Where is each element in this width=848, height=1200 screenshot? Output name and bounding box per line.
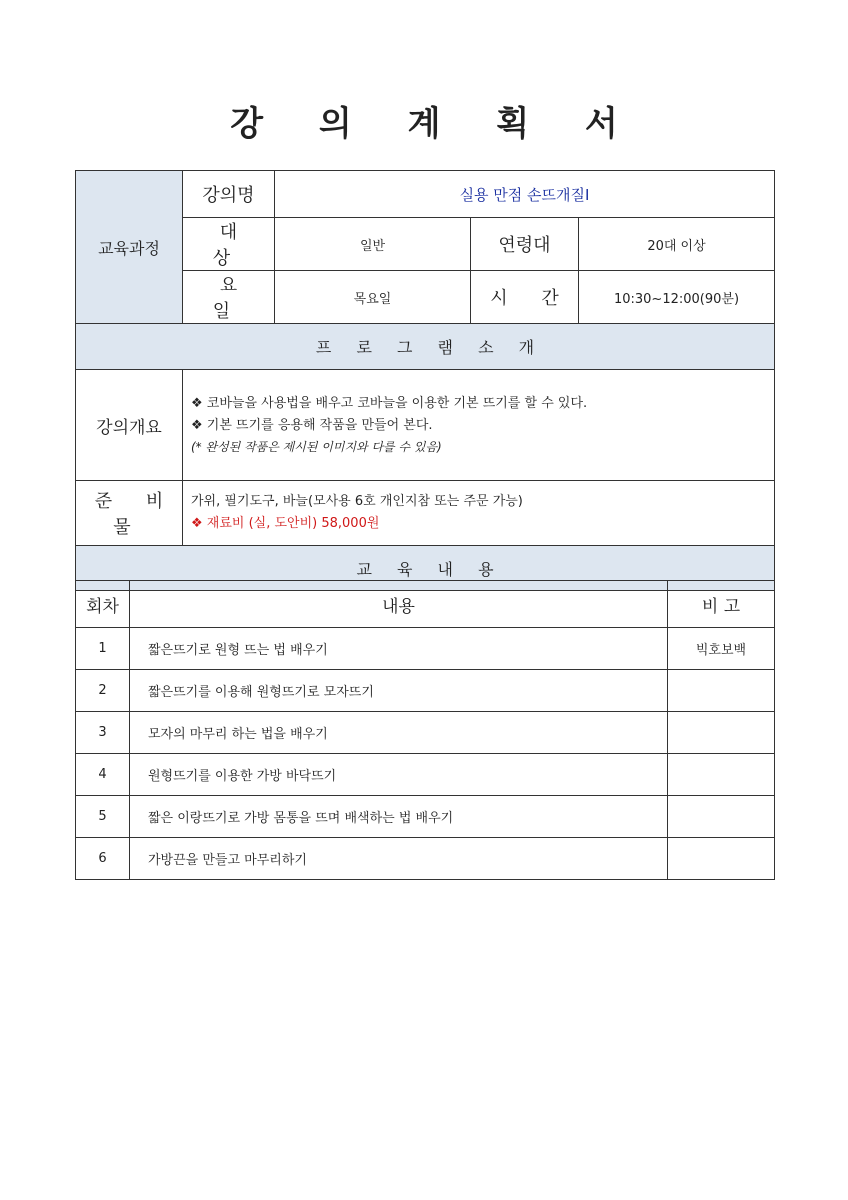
session-content: 짧은뜨기를 이용해 원형뜨기로 모자뜨기 [130, 670, 668, 712]
remark-column-header: 비 고 [668, 581, 775, 628]
session-content: 모자의 마무리 하는 법을 배우기 [130, 712, 668, 754]
session-number: 6 [76, 838, 130, 880]
table-row [76, 838, 775, 880]
age-value: 20대 이상 [579, 218, 775, 271]
day-value: 목요일 [275, 271, 471, 324]
table-row [76, 712, 775, 754]
session-content: 가방끈을 만들고 마무리하기 [130, 838, 668, 880]
course-name-label: 강의명 [183, 171, 275, 218]
session-remark: 빅호보백 [668, 628, 775, 670]
target-value: 일반 [275, 218, 471, 271]
overview-note: (* 완성된 작품은 제시된 이미지와 다를 수 있음) [191, 440, 442, 454]
target-label: 대 상 [183, 218, 275, 271]
curriculum-section-header: 교 육 내 용 [76, 546, 775, 591]
supplies-fee: ❖ 재료비 (실, 도안비) 58,000원 [191, 516, 380, 531]
session-column-header: 회차 [76, 581, 130, 628]
supplies-content [183, 481, 775, 546]
table-row [76, 670, 775, 712]
table-row [76, 754, 775, 796]
curriculum-table [75, 580, 775, 880]
category-label: 교육과정 [76, 171, 183, 324]
session-content: 짧은뜨기로 원형 뜨는 법 배우기 [130, 628, 668, 670]
time-label: 시 간 [471, 271, 579, 324]
document-title: 강 의 계 획 서 [230, 104, 640, 144]
course-info-table [75, 170, 775, 591]
session-remark [668, 712, 775, 754]
overview-line: ❖ 코바늘을 사용법을 배우고 코바늘을 이용한 기본 뜨기를 할 수 있다. [191, 396, 588, 411]
table-row [76, 796, 775, 838]
session-number: 2 [76, 670, 130, 712]
session-content: 원형뜨기를 이용한 가방 바닥뜨기 [130, 754, 668, 796]
supplies-line: 가위, 필기도구, 바늘(모사용 6호 개인지참 또는 주문 가능) [191, 494, 523, 509]
session-remark [668, 838, 775, 880]
time-value: 10:30~12:00(90분) [579, 271, 775, 324]
content-column-header: 내용 [130, 581, 668, 628]
session-number: 1 [76, 628, 130, 670]
overview-line: ❖ 기본 뜨기를 응용해 작품을 만들어 본다. [191, 418, 433, 433]
session-number: 5 [76, 796, 130, 838]
program-section-header: 프 로 그 램 소 개 [76, 324, 775, 370]
day-label: 요 일 [183, 271, 275, 324]
session-remark [668, 670, 775, 712]
session-remark [668, 754, 775, 796]
age-label: 연령대 [471, 218, 579, 271]
session-number: 3 [76, 712, 130, 754]
overview-label: 강의개요 [76, 370, 183, 481]
course-name-value: 실용 만점 손뜨개질Ⅰ [275, 171, 775, 218]
session-number: 4 [76, 754, 130, 796]
supplies-label: 준 비 물 [76, 481, 183, 546]
session-content: 짧은 이랑뜨기로 가방 몸통을 뜨며 배색하는 법 배우기 [130, 796, 668, 838]
session-remark [668, 796, 775, 838]
table-row [76, 628, 775, 670]
overview-content [183, 370, 775, 481]
